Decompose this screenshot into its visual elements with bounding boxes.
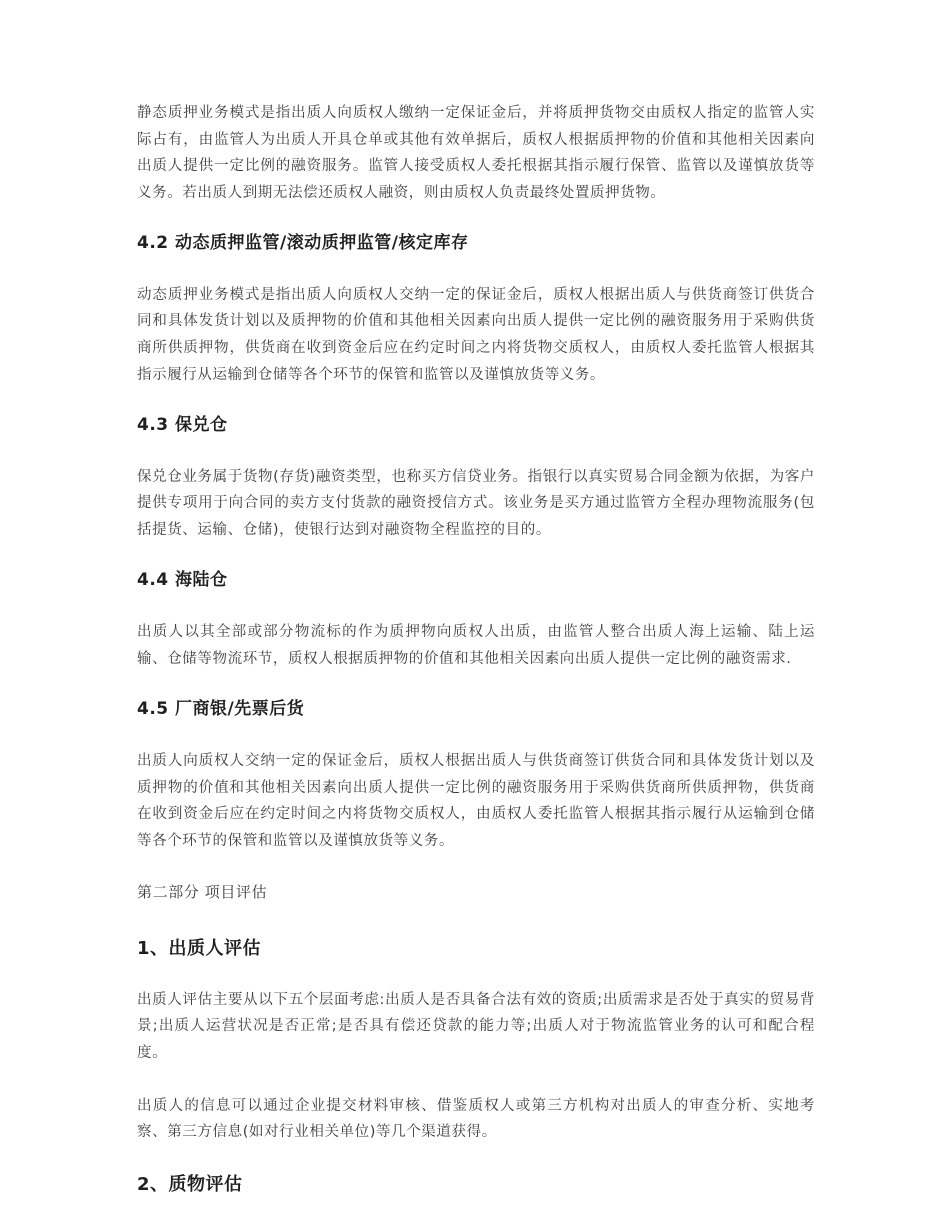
paragraph-confirmed-warehouse: 保兑仓业务属于货物(存货)融资类型，也称买方信贷业务。指银行以真实贸易合同金额为依据，为客户提供专项用于向合同的卖方支付货款的融资授信方式。该业务是买方通过监管方全程办理物流服务(包括提货、运输、仓储)，使银行达到对融资物全程监控的目的。 <box>137 468 815 538</box>
paragraph-manufacturer-bank: 出质人向质权人交纳一定的保证金后，质权人根据出质人与供货商签订供货合同和具体发货计划以及质押物的价值和其他相关因素向出质人提供一定比例的融资服务用于采购供货商所供质押物，供货商在收到资金后应在约定时间之内将货物交质权人，由质权人委托监管人根据其指示履行从运输到仓储等各个环节的保管和监管以及谨慎放货等义务。 <box>137 753 815 849</box>
heading-4-3-confirmed-warehouse: 4.3 保兑仓 <box>137 415 228 436</box>
paragraph-static-pledge-intro: 静态质押业务模式是指出质人向质权人缴纳一定保证金后，并将质押货物交由质权人指定的监管人实际占有，由监管人为出质人开具仓单或其他有效单据后，质权人根据质押物的价值和其他相关因素向出质人提供一定比例的融资服务。监管人接受质权人委托根据其指示履行保管、监管以及谨慎放货等义务。若出质人到期无法偿还质权人融资，则由质权人负责最终处置质押货物。 <box>137 105 815 201</box>
heading-4-4-sea-land-warehouse: 4.4 海陆仓 <box>137 570 228 591</box>
heading-4-5-manufacturer-bank: 4.5 厂商银/先票后货 <box>137 699 305 720</box>
paragraph-pledgor-evaluation-criteria: 出质人评估主要从以下五个层面考虑:出质人是否具备合法有效的资质;出质需求是否处于真实的贸易背景;出质人运营状况是否正常;是否具有偿还贷款的能力等;出质人对于物流监管业务的认可和配合程度。 <box>137 991 815 1061</box>
heading-1-pledgor-evaluation: 1、出质人评估 <box>137 937 262 959</box>
paragraph-dynamic-pledge: 动态质押业务模式是指出质人向质权人交纳一定的保证金后，质权人根据出质人与供货商签订供货合同和具体发货计划以及质押物的价值和其他相关因素向出质人提供一定比例的融资服务用于采购供货商所供质押物，供货商在收到资金后应在约定时间之内将货物交质权人，由质权人委托监管人根据其指示履行从运输到仓储等各个环节的保管和监管以及谨慎放货等义务。 <box>137 286 815 383</box>
heading-2-collateral-evaluation: 2、质物评估 <box>137 1173 243 1195</box>
paragraph-sea-land-warehouse: 出质人以其全部或部分物流标的作为质押物向质权人出质，由监管人整合出质人海上运输、陆上运输、仓储等物流环节，质权人根据质押物的价值和其他相关因素向出质人提供一定比例的融资需求. <box>137 624 815 667</box>
heading-4-2-dynamic-pledge: 4.2 动态质押监管/滚动质押监管/核定库存 <box>137 233 469 254</box>
part-two-label: 第二部分 项目评估 <box>137 883 268 902</box>
paragraph-pledgor-information-sources: 出质人的信息可以通过企业提交材料审核、借鉴质权人或第三方机构对出质人的审查分析、实地考察、第三方信息(如对行业相关单位)等几个渠道获得。 <box>137 1097 815 1141</box>
